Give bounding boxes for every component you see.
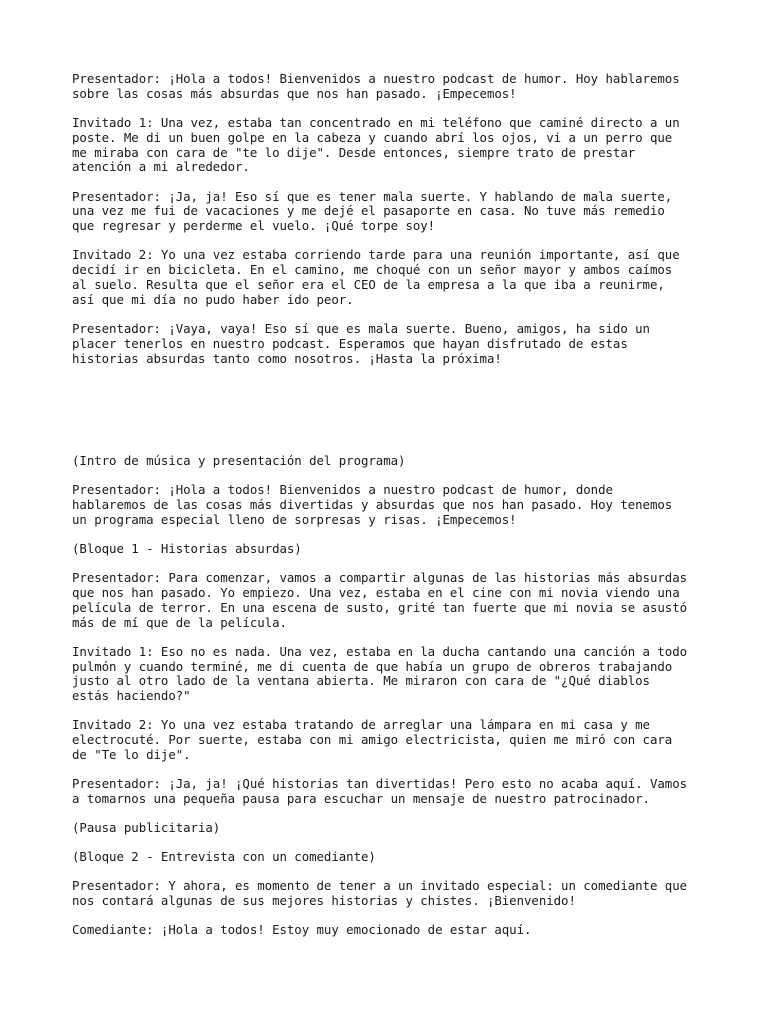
paragraph-host-intro: Presentador: ¡Hola a todos! Bienvenidos a nuestro podcast de humor. Hoy hablaremos sobre las cosas más absurdas que nos han pasado. ¡Empecemos! <box>72 71 680 101</box>
paragraph-guest-1-story: Invitado 1: Una vez, estaba tan concentrado en mi teléfono que caminé directo a un poste. Me di un buen golpe en la cabeza y cuando abrí los ojos, vi a un perro que me miraba con cara de "te lo dije". Desde entonces, siempre trato de prestar atención a mi alrededor. <box>72 114 680 175</box>
paragraph-comedian-greeting: Comediante: ¡Hola a todos! Estoy muy emocionado de estar aquí. <box>72 922 532 938</box>
paragraph-host-comedian-intro: Presentador: Y ahora, es momento de tener a un invitado especial: un comediante que nos contará algunas de sus mejores historias y chistes. ¡Bienvenido! <box>72 878 688 909</box>
paragraph-segment-1-heading: (Bloque 1 - Historias absurdas) <box>72 540 302 556</box>
paragraph-ad-break-cue: (Pausa publicitaria) <box>72 820 221 836</box>
paragraph-host-cinema-story: Presentador: Para comenzar, vamos a compartir algunas de las historias más absurdas que nos han pasado. Yo empiezo. Una vez, estaba en el cine con mi novia viendo una película de terror. En una escena de susto, grité tan fuerte que mi novia se asustó más de mí que de la película. <box>72 570 688 630</box>
paragraph-host-closing: Presentador: ¡Vaya, vaya! Eso sí que es mala suerte. Bueno, amigos, ha sido un placer tenerlos en nuestro podcast. Esperamos que hayan disfrutado de estas historias absurdas tanto como nosotros. ¡Hasta la próxima! <box>72 320 650 366</box>
paragraph-guest-2-story: Invitado 2: Yo una vez estaba corriendo tarde para una reunión importante, así que decidí ir en bicicleta. En el camino, me choqué con un señor mayor y ambos caímos al suelo. Resulta que el señor era el CEO de la empresa a la que iba a reunirme, así que mi día no pudo haber ido peor. <box>72 247 680 307</box>
paragraph-host-passport-story: Presentador: ¡Ja, ja! Eso sí que es tener mala suerte. Y hablando de mala suerte, una vez me fui de vacaciones y me dejé el pasaporte en casa. No tuve más remedio que regresar y perderme el vuelo. ¡Qué torpe soy! <box>72 188 673 234</box>
script-section-2 <box>72 454 712 953</box>
paragraph-guest-1-shower-story: Invitado 1: Eso no es nada. Una vez, estaba en la ducha cantando una canción a todo pulmón y cuando terminé, me di cuenta de que había un grupo de obreros trabajando justo al otro lado de la ventana abierta. Me miraron con cara de "¿Qué diablos estás haciendo?" <box>72 643 688 704</box>
paragraph-guest-2-lamp-story: Invitado 2: Yo una vez estaba tratando de arreglar una lámpara en mi casa y me electrocuté. Por suerte, estaba con mi amigo electricista, quien me miró con cara de "Te lo dije". <box>72 717 673 762</box>
paragraph-music-intro-cue: (Intro de música y presentación del programa) <box>72 453 406 468</box>
paragraph-segment-2-heading: (Bloque 2 - Entrevista con un comediante) <box>72 849 376 865</box>
paragraph-host-break-announcement: Presentador: ¡Ja, ja! ¡Qué historias tan divertidas! Pero esto no acaba aquí. Vamos a tomarnos una pequeña pausa para escuchar un mensaje de nuestro patrocinador. <box>72 776 688 806</box>
script-section-1 <box>72 72 712 381</box>
paragraph-host-welcome: Presentador: ¡Hola a todos! Bienvenidos a nuestro podcast de humor, donde hablaremos de las cosas más divertidas y absurdas que nos han pasado. Hoy tenemos un programa especial lleno de sorpresas y risas. ¡Empecemos! <box>72 482 673 527</box>
